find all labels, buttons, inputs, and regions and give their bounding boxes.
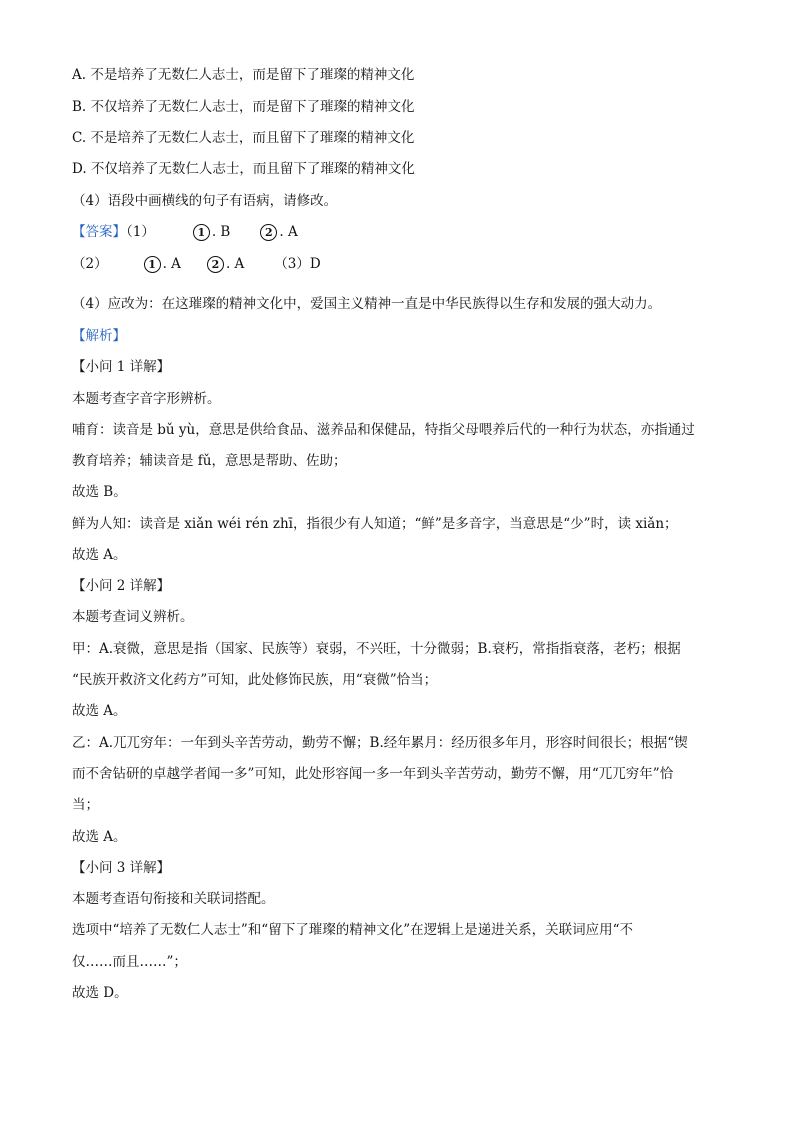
text-line: 选项中“培养了无数仁人志士”和“留下了璀璨的精神文化”在逻辑上是递进关系，关联词应用“不 (72, 922, 634, 938)
text-line: 教育培养；辅读音是 fǔ，意思是帮助、佐助； (72, 453, 347, 469)
answer-q2-part1: . A (162, 256, 181, 272)
circled-number: 1 (144, 256, 161, 273)
text-line: 故选 A。 (72, 547, 127, 563)
text-line: 【小问 1 详解】 (72, 359, 171, 375)
text-line: 哺育：读音是 bǔ yù，意思是供给食品、滋养品和保健品，特指父母喂养后代的一种行为状态，亦指通过 (72, 422, 695, 438)
text-line: 甲：A.衰微，意思是指（国家、民族等）衰弱，不兴旺，十分微弱；B.衰朽，常指指衰落，老朽；根据 (72, 641, 681, 657)
text-line: “民族开救济文化药方”可知，此处修饰民族，用“衰微”恰当； (72, 672, 438, 688)
answer-line-2 (72, 254, 321, 274)
text-line: 本题考查语句衔接和关联词搭配。 (72, 891, 275, 907)
text-line: 本题考查词义辨析。 (72, 609, 194, 625)
text-line: 【小问 2 详解】 (72, 578, 171, 594)
option-b: B. 不仅培养了无数仁人志士，而是留下了璀璨的精神文化 (72, 99, 415, 115)
circled-number: 2 (207, 256, 224, 273)
text-line: 鲜为人知：读音是 xiǎn wéi rén zhī，指很少有人知道；“鲜”是多音字，当意思是“少”时，读 xiǎn； (72, 516, 678, 532)
text-line: 当； (72, 797, 99, 813)
text-line: 故选 A。 (72, 829, 127, 845)
answer-q1-part1: . B (211, 224, 231, 240)
answer-q2-label: （2） (72, 256, 108, 272)
text-line: 故选 B。 (72, 484, 127, 500)
text-line: 而不舍钻研的卓越学者闻一多”可知，此处形容闻一多一年到头辛苦劳动，勤劳不懈，用“兀兀穷年”恰 (72, 766, 674, 782)
analysis-tag: 【解析】 (72, 328, 126, 344)
answer-q1-part2: . A (279, 224, 298, 240)
answer-q3: （3）D (274, 256, 321, 272)
circled-number: 2 (260, 224, 277, 241)
text-line: 本题考查字音字形辨析。 (72, 391, 221, 407)
text-line: 【小问 3 详解】 (72, 860, 171, 876)
circled-number: 1 (193, 224, 210, 241)
answer-line-1 (72, 222, 298, 242)
text-line: 乙：A.兀兀穷年：一年到头辛苦劳动，勤劳不懈；B.经年累月：经历很多年月，形容时间很长；根据“锲 (72, 735, 688, 751)
text-line: 故选 A。 (72, 703, 127, 719)
answer-q2-part2: . A (225, 256, 245, 272)
option-d: D. 不仅培养了无数仁人志士，而且留下了璀璨的精神文化 (72, 161, 415, 177)
answer-tag: 【答案】 (72, 224, 126, 240)
question-4: （4）语段中画横线的句子有语病，请修改。 (72, 193, 338, 209)
option-a: A. 不是培养了无数仁人志士，而是留下了璀璨的精神文化 (72, 67, 415, 83)
text-line: 仅……而且……”； (72, 954, 187, 970)
text-line: 故选 D。 (72, 985, 128, 1001)
answer-q4: （4）应改为：在这璀璨的精神文化中，爱国主义精神一直是中华民族得以生存和发展的强大动力。 (72, 296, 662, 312)
answer-q1-label: （1） (126, 224, 155, 240)
option-c: C. 不是培养了无数仁人志士，而且留下了璀璨的精神文化 (72, 130, 415, 146)
